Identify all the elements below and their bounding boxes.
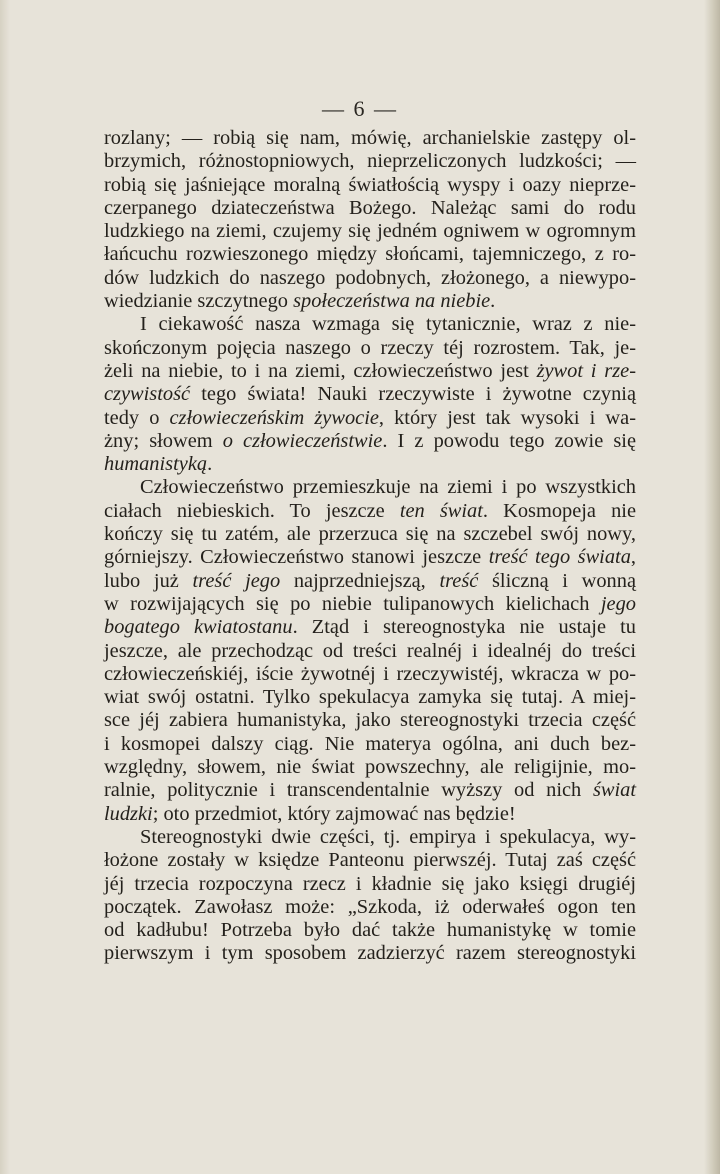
text-run: tego świata! Nauki rzeczywiste i żywotne czynią [190,383,636,406]
italic-text: ludzki [104,802,153,825]
text-run: ciałach niebieskich. To jeszcze [104,499,400,522]
italic-text: ten świat [399,499,483,522]
text-line [104,174,636,197]
text-line [104,500,636,523]
text-run: lubo już [104,569,193,592]
italic-text: świat [592,779,636,802]
text-line [104,360,636,383]
italic-text: treść jego [192,569,281,592]
text-line [104,593,636,616]
text-line [104,313,636,336]
page-number-header: — 6 — [322,96,398,121]
text-run: górniejszy. Człowieczeństwo stanowi jeszcze [104,546,489,569]
text-run: człowieczeńskiéj, iście żywotnéj i rzeczywistéj, wkracza w po- [104,662,636,685]
text-line [104,709,636,732]
text-run: łożone zostały w księdze Panteonu pierwszéj. Tutaj zaś część [104,849,636,872]
text-line [104,896,636,919]
text-run: . [490,290,496,313]
text-run: , [630,546,636,569]
text-line [104,243,636,266]
italic-text: jego [600,592,636,615]
text-run: względny, słowem, nie świat powszechny, ale religijnie, mo- [104,756,636,779]
text-line [104,546,636,569]
text-run: . [207,453,213,476]
text-run: czerpanego dziateczeństwa Bożego. Należąc sami do rodu [104,196,636,219]
text-run: Człowieczeństwo przemieszkuje na ziemi i po wszystkich [140,476,636,499]
text-run: Stereognostyki dwie części, tj. empirya i spekulacya, wy- [140,825,636,848]
text-run: pierwszym i tym sposobem zadzierzyć razem stereognostyki [104,942,636,965]
text-line [104,756,636,779]
text-line [104,570,636,593]
text-line [104,290,636,313]
text-run: najprzedniejszą, [280,569,440,592]
text-line [104,220,636,243]
italic-text: społeczeństwa na niebie [293,290,491,313]
italic-text: bogatego kwiatostanu [104,616,293,639]
text-line [104,849,636,872]
italic-text: treść tego świata [488,546,631,569]
body-text [104,127,636,966]
text-run: sce jéj zabiera humanistyka, jako stereognostyki trzecia część [104,709,636,732]
text-run: ; oto przedmiot, który zajmować nas będzie! [152,802,516,825]
text-line [104,476,636,499]
text-line [104,733,636,756]
text-run: I ciekawość nasza wzmaga się tytanicznie, wraz z nie- [140,313,636,336]
text-line [104,197,636,220]
page-left-edge [0,0,10,1174]
text-run: początek. Zawołasz może: „Szkoda, iż oderwałeś ogon ten [104,895,636,918]
text-line [104,942,636,965]
text-run: wiedzianie szczytnego [104,290,294,313]
text-line [104,640,636,663]
text-line [104,919,636,942]
text-line [104,686,636,709]
text-line [104,523,636,546]
text-run: żeli na niebie, to i na ziemi, człowieczeństwo jest [104,359,537,382]
text-line [104,407,636,430]
text-run: . Ztąd i stereognostyka nie ustaje tu [292,616,636,639]
text-run: wiat swój ostatni. Tylko spekulacya zamyka się tutaj. A miej- [104,686,636,709]
page-right-edge [704,0,720,1174]
text-run: , który jest tak wysoki i wa- [378,406,636,429]
text-line [104,430,636,453]
text-line [104,663,636,686]
text-run: tedy o [104,406,170,429]
text-run: ralnie, politycznie i transcendentalnie wyższy od nich [104,779,593,802]
text-line [104,779,636,802]
text-line [104,873,636,896]
text-run: brzymich, różnostopniowych, nieprzeliczonych ludzkości; — [104,150,636,173]
italic-text: żywot i rze- [536,359,636,382]
text-run: . I z powodu tego zowie się [382,429,637,452]
text-run: od kadłubu! Potrzeba było dać także humanistykę w tomie [104,919,636,942]
text-line [104,383,636,406]
italic-text: o człowieczeństwie [222,429,383,452]
text-run: rozlany; — robią się nam, mówię, archanielskie zastępy ol- [104,127,636,149]
text-run: jeszcze, ale przechodząc od treści realnéj i idealnéj do treści [104,639,636,662]
text-line [104,616,636,639]
italic-text: czywistość [104,383,191,406]
text-run: ludzkiego na ziemi, czujemy się jedném ogniwem w ogromnym [104,220,636,243]
text-run: łańcuchu rozwieszonego między słońcami, tajemniczego, z ro- [104,243,636,266]
text-line [104,803,636,826]
text-run: w rozwijających się po niebie tulipanowych kielichach [104,592,601,615]
italic-text: humanistyką [104,453,208,476]
text-run: . Kosmopeja nie [482,499,636,522]
text-line [104,453,636,476]
text-run: jéj trzecia rozpoczyna rzecz i kładnie się jako księgi drugiéj [104,872,636,895]
italic-text: człowieczeńskim żywocie [169,406,379,429]
italic-text: treść [439,569,479,592]
text-line [104,826,636,849]
text-run: skończonym pojęcia naszego o rzeczy téj rozrostem. Tak, je- [104,336,636,359]
text-run: robią się jaśniejące moralną światłością wyspy i oazy nieprze- [104,173,636,196]
text-run: i kosmopei dalszy ciąg. Nie materya ogólna, ani duch bez- [104,732,636,755]
text-line [104,127,636,150]
text-run: dów ludzkich do naszego podobnych, złożonego, a niewypo- [104,266,636,289]
text-run: żny; słowem [104,429,223,452]
text-line [104,150,636,173]
text-line [104,337,636,360]
text-run: kończy się tu zatém, ale przerzuca się na szczebel swój nowy, [104,523,636,546]
text-line [104,267,636,290]
text-run: śliczną i wonną [478,569,636,592]
